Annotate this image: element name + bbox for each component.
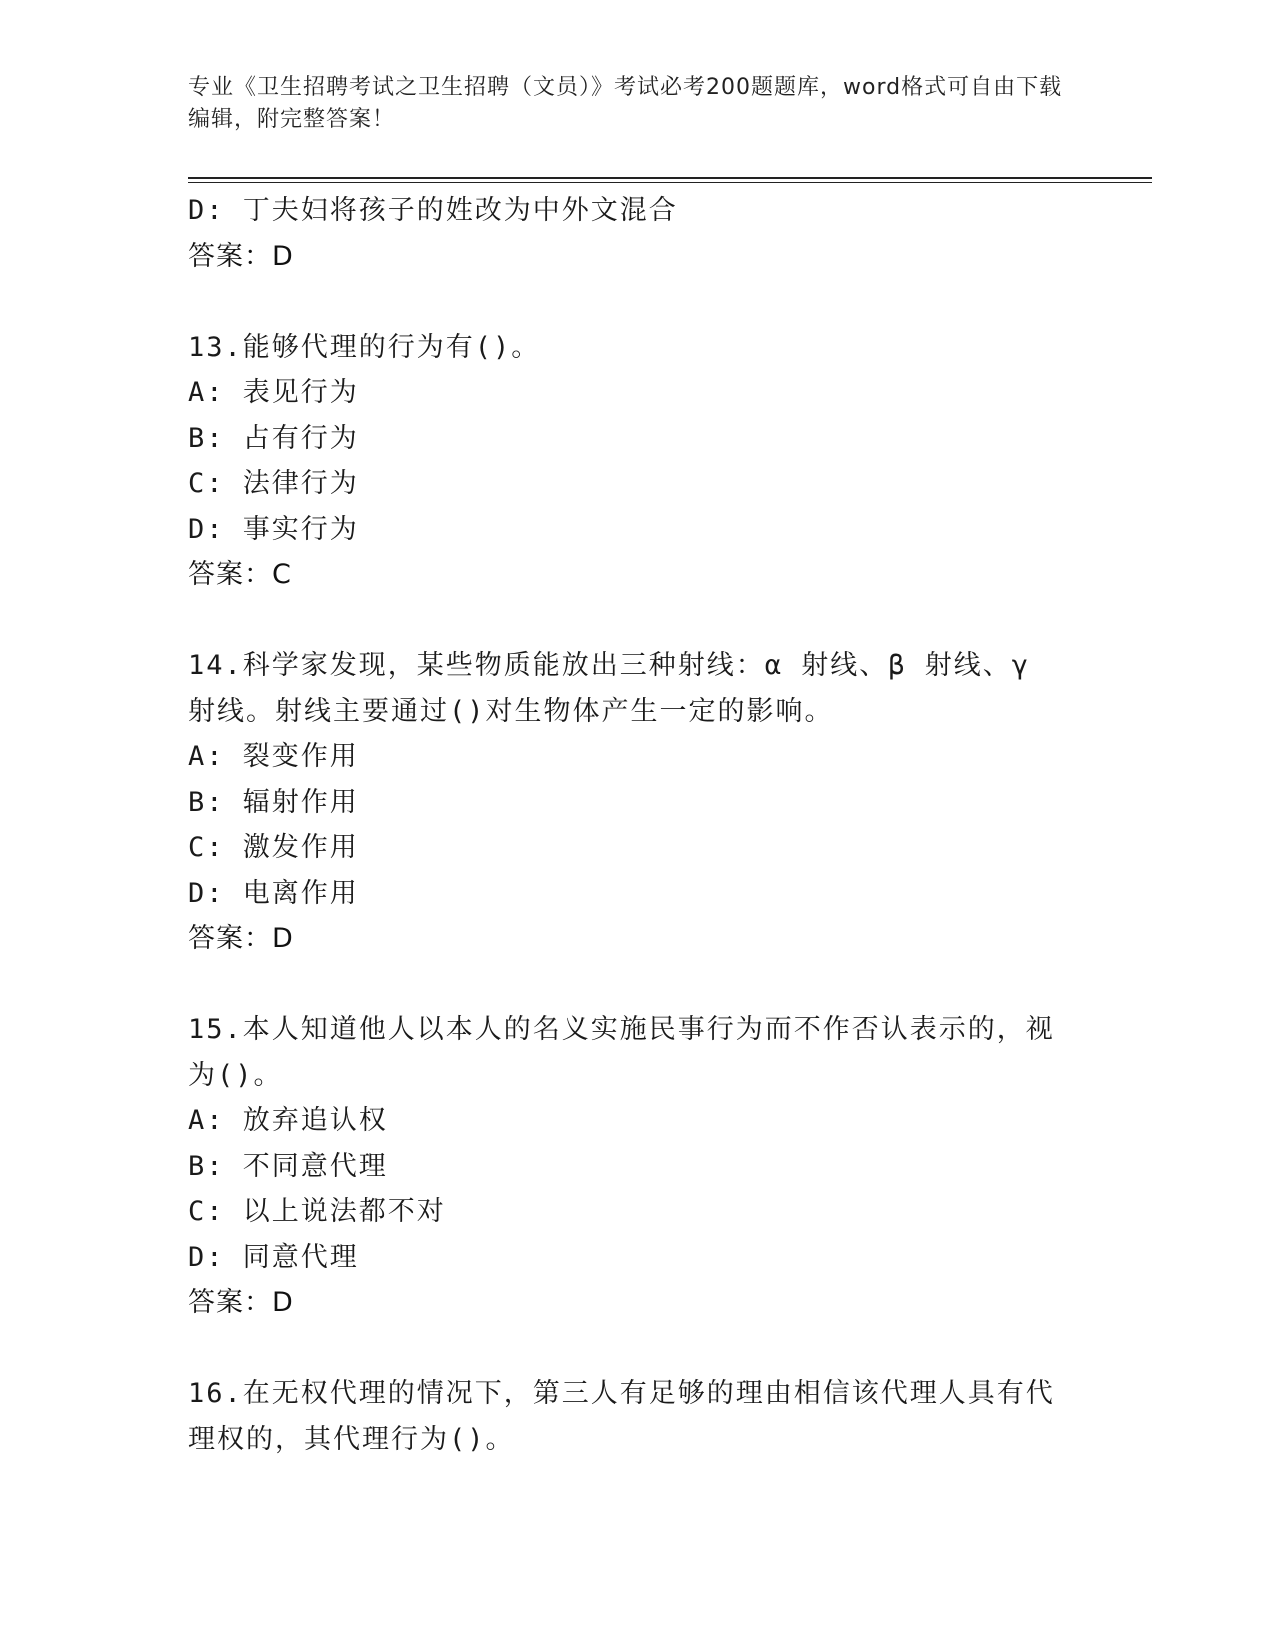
spacer [188, 962, 1088, 1008]
option-a: A: 放弃追认权 [188, 1105, 388, 1136]
header-divider-thin [188, 182, 1152, 183]
option-c: C: 以上说法都不对 [188, 1196, 446, 1227]
answer: 答案：D [188, 923, 294, 954]
option-a: A: 裂变作用 [188, 741, 359, 772]
question-list [188, 188, 1088, 1462]
question-stem: 14.科学家发现，某些物质能放出三种射线：α 射线、β 射线、γ 射线。射线主要通过()对生物体产生一定的影响。 [188, 650, 1031, 727]
q12-answer: 答案：D [188, 240, 294, 272]
question-13 [188, 325, 1088, 598]
spacer [188, 279, 1088, 325]
answer: 答案：C [188, 559, 292, 590]
question-stem: 16.在无权代理的情况下，第三人有足够的理由相信该代理人具有代理权的，其代理行为()。 [188, 1378, 1055, 1455]
header-divider-thick [188, 177, 1152, 179]
option-a: A: 表见行为 [188, 377, 359, 408]
option-c: C: 法律行为 [188, 468, 359, 499]
question-16 [188, 1371, 1088, 1462]
option-d: D: 电离作用 [188, 877, 359, 909]
question-stem: 15.本人知道他人以本人的名义实施民事行为而不作否认表示的，视为()。 [188, 1014, 1055, 1091]
q12-option-d: D: 丁夫妇将孩子的姓改为中外文混合 [188, 195, 678, 226]
option-c: C: 激发作用 [188, 832, 359, 863]
question-15 [188, 1007, 1088, 1326]
option-d: D: 同意代理 [188, 1241, 359, 1273]
spacer [188, 1326, 1088, 1372]
option-b: B: 占有行为 [188, 422, 359, 454]
answer: 答案：D [188, 1287, 294, 1318]
option-b: B: 不同意代理 [188, 1150, 388, 1182]
page-header: 专业《卫生招聘考试之卫生招聘（文员）》考试必考200题题库，word格式可自由下载编辑，附完整答案！ [188, 75, 1063, 132]
option-d: D: 事实行为 [188, 513, 359, 545]
spacer [188, 598, 1088, 644]
option-b: B: 辐射作用 [188, 786, 359, 818]
question-stem: 13.能够代理的行为有()。 [188, 331, 541, 363]
question-14 [188, 643, 1088, 962]
